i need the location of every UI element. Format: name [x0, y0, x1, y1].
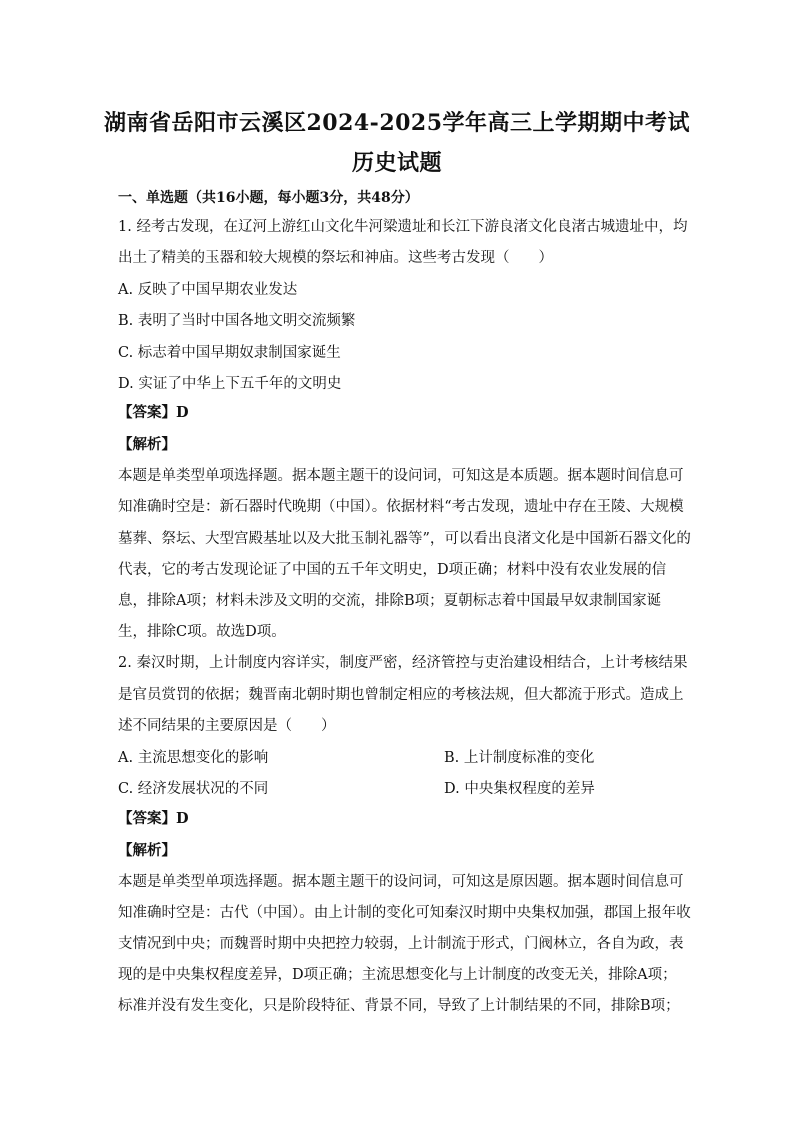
q1-analysis-label: 【解析】 [118, 436, 176, 453]
q1-analysis-line-4: 代表，它的考古发现论证了中国的五千年文明史，D项正确；材料中没有农业发展的信 [118, 562, 667, 578]
q2-option-d: D. 中央集权程度的差异 [444, 781, 595, 797]
q1-analysis-line-3: 墓葬、祭坛、大型宫殿基址以及大批玉制礼器等”，可以看出良渚文化是中国新石器文化的 [118, 531, 691, 547]
q1-analysis-line-6: 生，排除C项。故选D项。 [118, 624, 286, 640]
q1-analysis-line-2: 知准确时空是：新石器时代晚期（中国）。依据材料“考古发现，遗址中存在王陵、大规模 [118, 499, 684, 515]
q2-stem-line-1: 2. 秦汉时期，上计制度内容详实，制度严密，经济管控与吏治建设相结合，上计考核结果 [118, 655, 688, 671]
q1-stem-line-2: 出土了精美的玉器和较大规模的祭坛和神庙。这些考古发现（ ） [118, 250, 553, 266]
q1-option-a: A. 反映了中国早期农业发达 [118, 282, 298, 298]
q2-stem-line-3: 述不同结果的主要原因是（ ） [118, 718, 336, 734]
q1-option-d: D. 实证了中华上下五千年的文明史 [118, 376, 342, 392]
q1-stem-line-1: 1. 经考古发现，在辽河上游红山文化牛河梁遗址和长江下游良渚文化良渚古城遗址中，均 [118, 219, 688, 235]
document-title-line-2: 历史试题 [351, 150, 442, 176]
q2-analysis-line-1: 本题是单类型单项选择题。据本题主题干的设问词，可知这是原因题。据本题时间信息可 [118, 874, 684, 890]
section-heading: 一、单选题（共16小题，每小题3分，共48分） [118, 190, 419, 206]
q2-stem-line-2: 是官员赏罚的依据；魏晋南北朝时期也曾制定相应的考核法规，但大都流于形式。造成上 [118, 687, 684, 703]
q2-analysis-line-4: 现的是中央集权程度差异，D项正确；主流思想变化与上计制度的改变无关，排除A项； [118, 967, 677, 983]
q2-option-a: A. 主流思想变化的影响 [118, 750, 269, 766]
q2-analysis-line-2: 知准确时空是：古代（中国）。由上计制的变化可知秦汉时期中央集权加强，郡国上报年收 [118, 905, 691, 921]
q2-answer: 【答案】D [118, 810, 189, 827]
q2-analysis-label: 【解析】 [118, 842, 176, 859]
q1-answer: 【答案】D [118, 404, 189, 421]
q1-option-b: B. 表明了当时中国各地文明交流频繁 [118, 313, 356, 329]
q2-analysis-line-5: 标准并没有发生变化，只是阶段特征、背景不同，导致了上计制结果的不同，排除B项； [118, 998, 680, 1014]
q1-option-c: C. 标志着中国早期奴隶制国家诞生 [118, 345, 341, 361]
q2-option-c: C. 经济发展状况的不同 [118, 781, 269, 797]
q1-analysis-line-5: 息，排除A项；材料未涉及文明的交流，排除B项；夏朝标志着中国最早奴隶制国家诞 [118, 593, 662, 609]
q1-analysis-line-1: 本题是单类型单项选择题。据本题主题干的设问词，可知这是本质题。据本题时间信息可 [118, 468, 684, 484]
q2-analysis-line-3: 支情况到中央；而魏晋时期中央把控力较弱，上计制流于形式，门阀林立，各自为政，表 [118, 936, 684, 952]
document-title-line-1: 湖南省岳阳市云溪区2024-2025学年高三上学期期中考试 [103, 110, 691, 136]
q2-option-b: B. 上计制度标准的变化 [444, 750, 595, 766]
